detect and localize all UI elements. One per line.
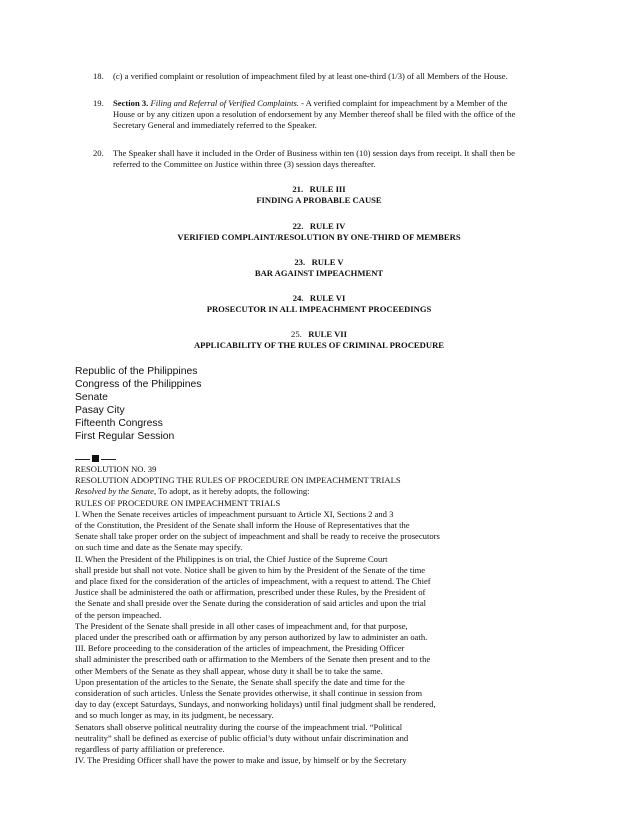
rule-heading: RULE VI	[309, 293, 346, 303]
rule-number: 23.	[294, 257, 306, 267]
body-line: consideration of such articles. Unless the Senate provides otherwise, it shall continue in session from	[75, 688, 423, 699]
rule-number: 22.	[292, 221, 304, 231]
senate-header-block	[75, 365, 202, 443]
body-line: II. When the President of the Philippines is on trial, the Chief Justice of the Supreme Court	[75, 553, 388, 564]
body-line: of the Constitution, the President of the Senate shall inform the House of Representatives that the	[75, 520, 410, 531]
header-line: First Regular Session	[75, 431, 175, 442]
section-label: Section 3.	[113, 98, 149, 108]
item-line: The Speaker shall have it included in the Order of Business within ten (10) session days from receipt. It shall then be	[113, 148, 515, 158]
body-line: IV. The Presiding Officer shall have the power to make and issue, by himself or by the Secretary	[75, 755, 407, 766]
body-line: day to day (except Saturdays, Sundays, and nonworking holidays) until final judgment shall be rendered,	[75, 699, 436, 710]
body-line: the Senate and shall preside over the Senate during the consideration of said articles and upon the trial	[75, 598, 427, 609]
list-item-18	[93, 71, 553, 82]
item-number: 18.	[93, 71, 104, 81]
body-line: Upon presentation of the articles to the Senate, the Senate shall specify the date and time for the	[75, 676, 405, 687]
rule-heading-block	[0, 257, 638, 280]
item-line: Secretary General and immediately referred to the Speaker.	[113, 120, 317, 131]
body-line: shall preside but shall not vote. Notice shall be given to him by the President of the Senate of the time	[75, 564, 426, 575]
header-line: Fifteenth Congress	[75, 418, 163, 429]
resolved-clause	[75, 486, 555, 497]
body-line: The President of the Senate shall preside in all other cases of impeachment and, for that purpose,	[75, 620, 408, 631]
header-line: Pasay City	[75, 405, 125, 416]
resolution-body	[75, 464, 555, 766]
item-number: 19.	[93, 98, 104, 108]
body-line: and so much longer as may, in its judgment, be necessary.	[75, 710, 274, 721]
body-line: shall administer the prescribed oath or affirmation to the Members of the Senate then present and to the	[75, 654, 431, 665]
body-line: other Members of the Senate as they shall appear, whose duty it shall be to take the same.	[75, 665, 383, 676]
rule-heading-block	[0, 293, 638, 316]
body-line: Justice shall be administered the oath or affirmation, prescribed under these Rules, by the President of	[75, 587, 426, 598]
header-line: Republic of the Philippines	[75, 366, 198, 377]
section-title: Filing and Referral of Verified Complaints.	[150, 98, 299, 108]
rule-title: BAR AGAINST IMPEACHMENT	[254, 268, 384, 279]
body-line: regardless of party affiliation or preference.	[75, 744, 225, 755]
item-line: referred to the Committee on Justice within three (3) session days thereafter.	[113, 159, 376, 170]
divider-square	[92, 455, 99, 462]
rule-number: 25.	[291, 329, 302, 339]
item-line: House or by any citizen upon a resolution of endorsement by any Member thereof shall be filed with the office of the	[113, 109, 516, 120]
rule-number: 24.	[292, 293, 304, 303]
rule-heading: RULE VII	[308, 329, 347, 339]
body-line: RULES OF PROCEDURE ON IMPEACHMENT TRIALS	[75, 497, 281, 508]
rule-number: 21.	[292, 184, 304, 194]
resolved-rest: To adopt, as it hereby adopts, the following:	[156, 486, 310, 497]
rule-title: APPLICABILITY OF THE RULES OF CRIMINAL PROCEDURE	[193, 340, 445, 351]
item-line: - A verified complaint for impeachment by a Member of the	[298, 98, 508, 108]
rule-title: VERIFIED COMPLAINT/RESOLUTION BY ONE-THIRD OF MEMBERS	[177, 232, 461, 243]
body-line: Senators shall observe political neutrality during the course of the impeachment trial. “Political	[75, 721, 403, 732]
body-line: placed under the prescribed oath or affirmation by any person authorized by law to administer an oath.	[75, 632, 428, 643]
body-line: of the person impeached.	[75, 609, 162, 620]
list-item-20	[93, 148, 553, 170]
rule-heading: RULE III	[309, 184, 346, 194]
header-line: Senate	[75, 392, 108, 403]
rule-heading: RULE V	[311, 257, 344, 267]
rule-heading-block	[0, 329, 638, 352]
divider-line	[75, 459, 90, 460]
resolution-title: RESOLUTION ADOPTING THE RULES OF PROCEDURE ON IMPEACHMENT TRIALS	[75, 475, 401, 486]
body-line: III. Before proceeding to the consideration of the articles of impeachment, the Presiding Officer	[75, 643, 405, 654]
item-number: 20.	[93, 148, 104, 158]
body-line: on such time and date as the Senate may specify.	[75, 542, 243, 553]
resolution-number: RESOLUTION NO. 39	[75, 464, 157, 474]
rule-title: PROSECUTOR IN ALL IMPEACHMENT PROCEEDINGS	[206, 304, 432, 315]
header-line: Congress of the Philippines	[75, 379, 202, 390]
rule-heading-block	[0, 221, 638, 244]
list-item-19	[93, 98, 553, 132]
body-line: and place fixed for the consideration of the articles of impeachment, with a request to attend. The Chief	[75, 576, 431, 587]
divider-line	[101, 459, 116, 460]
rule-heading-block	[0, 184, 638, 207]
resolved-italic: Resolved by the Senate,	[75, 486, 157, 497]
item-text	[113, 98, 553, 109]
rule-heading: RULE IV	[309, 221, 346, 231]
item-text: (c) a verified complaint or resolution of impeachment filed by at least one-third (1/3) of all Members of the House.	[113, 71, 508, 81]
rule-title: FINDING A PROBABLE CAUSE	[256, 195, 382, 206]
body-line: neutrality” shall be defined as exercise of public official’s duty without unfair discrimination and	[75, 732, 409, 743]
body-line: I. When the Senate receives articles of impeachment pursuant to Article XI, Sections 2 and 3	[75, 508, 394, 519]
section-divider	[75, 455, 135, 463]
body-line: Senate shall take proper order on the subject of impeachment and shall be ready to receive the prosecutors	[75, 531, 440, 542]
